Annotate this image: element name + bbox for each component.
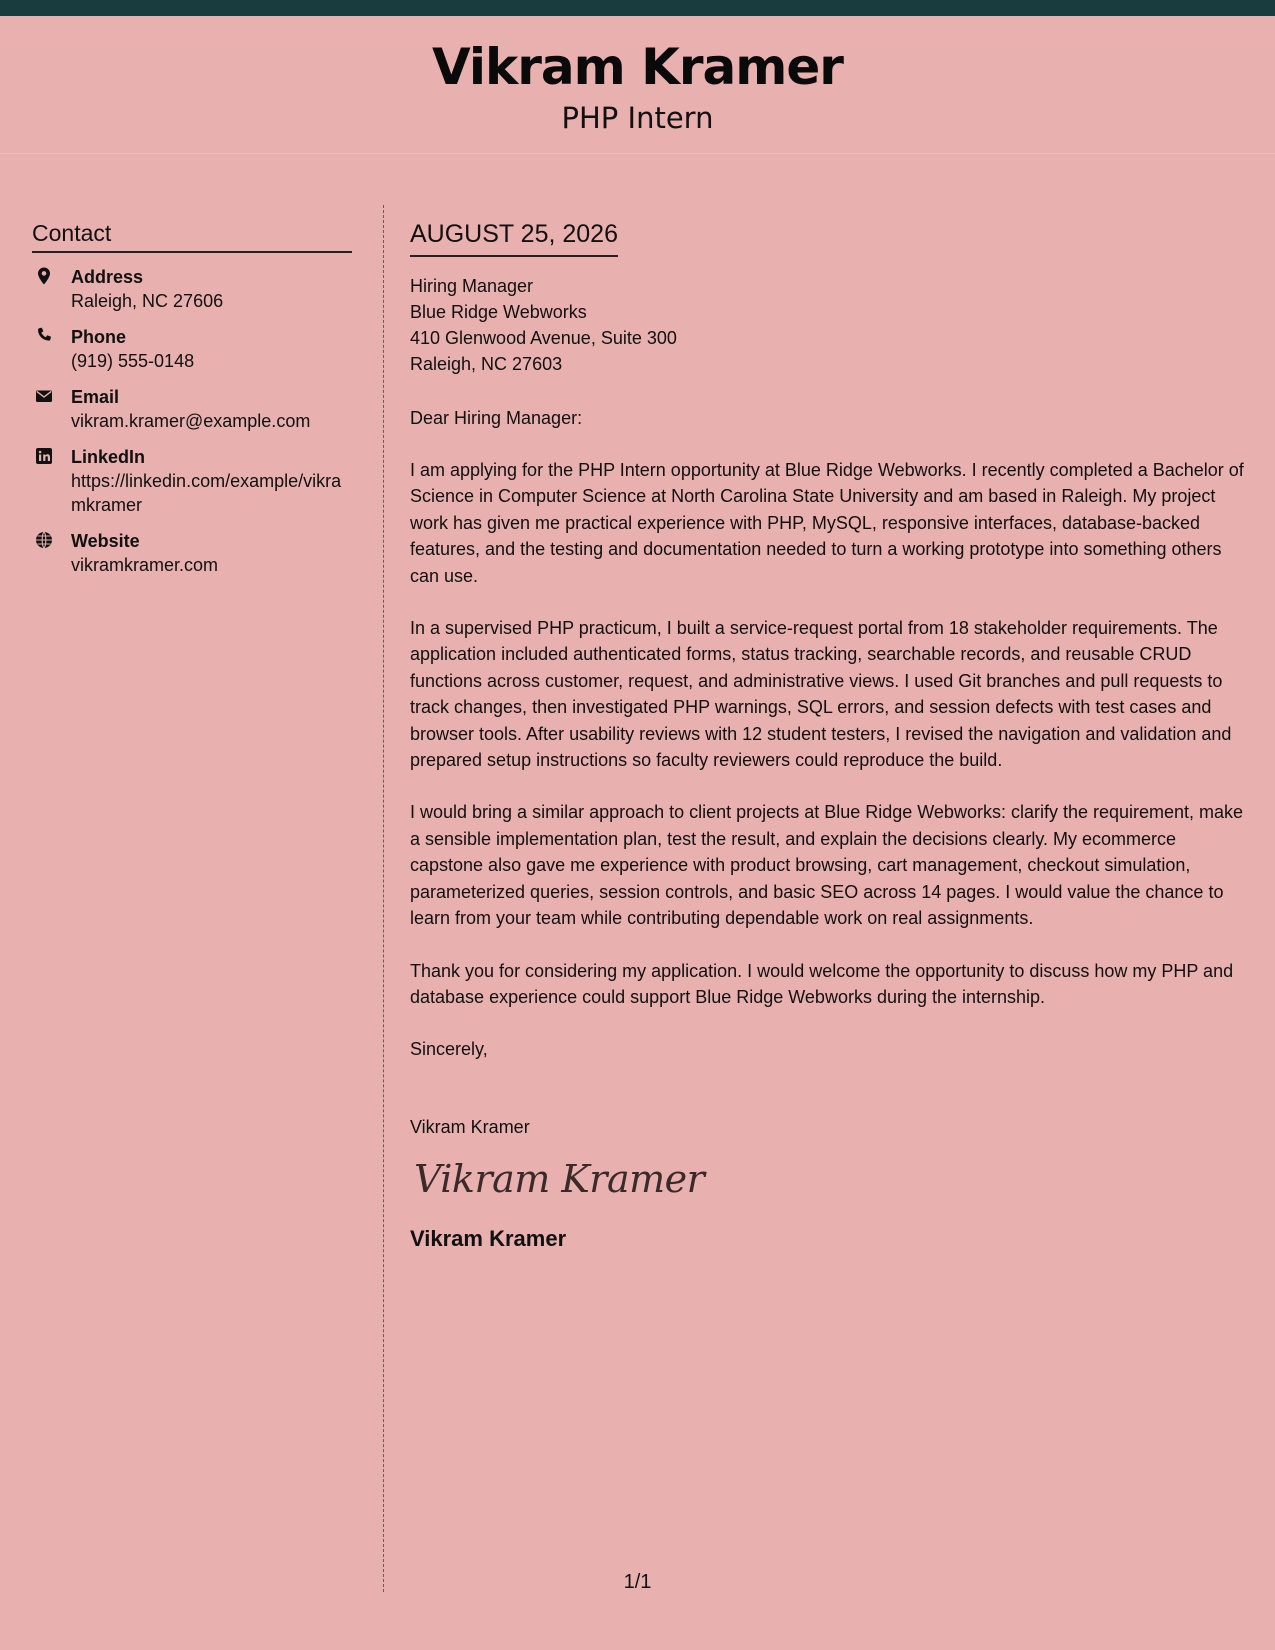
contact-label: Address	[71, 267, 144, 287]
globe-icon	[34, 530, 54, 550]
contact-sidebar	[32, 218, 352, 589]
letter-paragraph: Thank you for considering my application. I would welcome the opportunity to discuss how my PHP and database experience could support Blue Ridge Webworks during the internship.	[410, 960, 1234, 1007]
signer-name: Vikram Kramer	[410, 1226, 567, 1252]
letter-date: AUGUST 25, 2026	[410, 222, 618, 257]
contact-heading: Contact	[32, 222, 352, 253]
applicant-name: Vikram Kramer	[432, 38, 843, 96]
recipient-line: Hiring Manager	[410, 276, 534, 296]
linkedin-icon	[34, 446, 54, 466]
linkedin-link[interactable]: https://linkedin.com/example/vikramkramer	[71, 471, 342, 515]
phone-icon	[34, 326, 54, 346]
contact-label: Website	[71, 531, 140, 551]
printed-name: Vikram Kramer	[410, 1117, 530, 1138]
contact-label: LinkedIn	[71, 447, 146, 467]
salutation: Dear Hiring Manager:	[410, 408, 583, 428]
job-title: PHP Intern	[561, 101, 714, 135]
recipient-block	[410, 273, 1245, 377]
recipient-line: Blue Ridge Webworks	[410, 302, 587, 322]
envelope-icon	[34, 386, 54, 406]
letter-paragraph: I am applying for the PHP Intern opportunity at Blue Ridge Webworks. I recently completed a Bachelor of Science in Computer Science at North Carolina State University and am based in Raleigh. My project work has given me practical experience with PHP, MySQL, responsive interfaces, database-backed features, and the testing and documentation needed to turn a working prototype into something others can use.	[410, 460, 1244, 586]
contact-item-phone	[32, 325, 352, 373]
handwritten-signature: Vikram Kramer	[414, 1157, 705, 1202]
page-number: 1/1	[623, 1571, 652, 1593]
column-divider	[383, 205, 384, 1592]
letter-paragraph: In a supervised PHP practicum, I built a service-request portal from 18 stakeholder requirements. The application included authenticated forms, status tracking, searchable records, and reusable CRUD functions across customer, request, and administrative views. I used Git branches and pull requests to track changes, then investigated PHP warnings, SQL errors, and session defects with test cases and browser tools. After usability reviews with 12 student testers, I revised the navigation and validation and prepared setup instructions so faculty reviewers could reproduce the build.	[410, 618, 1232, 771]
contact-value: Raleigh, NC 27606	[71, 291, 224, 311]
contact-label: Phone	[71, 327, 127, 347]
contact-item-address	[32, 265, 352, 313]
email-link[interactable]: vikram.kramer@example.com	[71, 411, 311, 431]
contact-item-linkedin[interactable]	[32, 445, 352, 517]
closing: Sincerely,	[410, 1039, 488, 1060]
contact-label: Email	[71, 387, 120, 407]
letter-body	[410, 222, 1245, 1250]
contact-value: (919) 555-0148	[71, 351, 195, 371]
top-accent-bar	[0, 0, 1275, 16]
page-header	[0, 16, 1275, 154]
contact-item-website[interactable]	[32, 529, 352, 577]
map-pin-icon	[34, 266, 54, 286]
letter-paragraph: I would bring a similar approach to client projects at Blue Ridge Webworks: clarify the requirement, make a sensible implementation plan, test the result, and explain the decisions clearly. My ecommerce capstone also gave me experience with product browsing, cart management, checkout simulation, parameterized queries, session controls, and basic SEO across 14 pages. I would value the chance to learn from your team while contributing dependable work on real assignments.	[410, 802, 1244, 929]
contact-item-email[interactable]	[32, 385, 352, 433]
recipient-line: 410 Glenwood Avenue, Suite 300	[410, 328, 677, 348]
website-link[interactable]: vikramkramer.com	[71, 555, 219, 575]
recipient-line: Raleigh, NC 27603	[410, 354, 563, 374]
